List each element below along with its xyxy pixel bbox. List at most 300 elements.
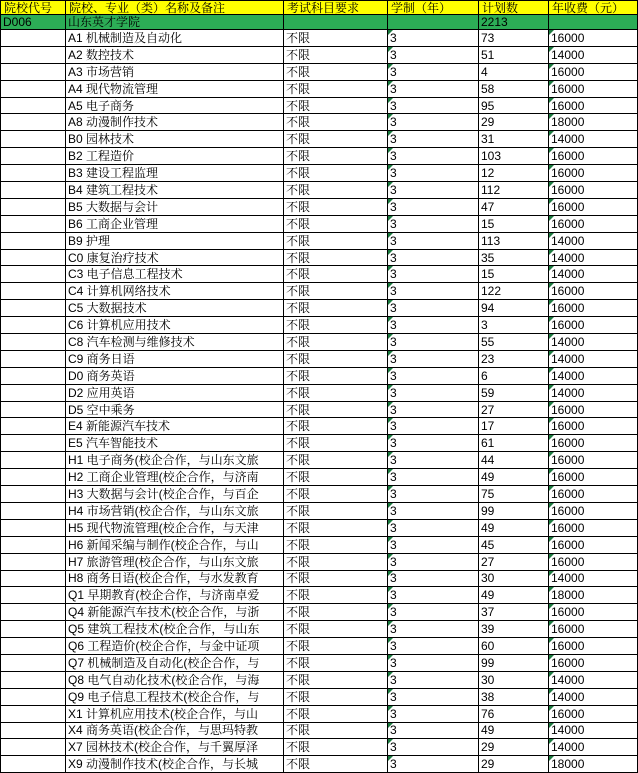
cell-fee[interactable]: 14000 [549,232,638,249]
cell-major-name[interactable]: C9 商务日语 [66,350,284,367]
green-triangle-icon [549,233,554,238]
cell-plan-count[interactable]: 55 [479,334,549,351]
cell-years[interactable]: 3 [388,486,479,503]
cell-exam-req[interactable]: 不限 [284,300,388,317]
cell-years[interactable]: 3 [388,63,479,80]
cell-college-code[interactable] [1,739,66,756]
cell-years[interactable]: 3 [388,739,479,756]
cell-plan-count[interactable]: 29 [479,739,549,756]
cell-major-name[interactable]: Q7 机械制造及自动化(校企合作，与 [66,654,284,671]
cell-college-code[interactable] [1,705,66,722]
cell-plan-count[interactable]: 45 [479,536,549,553]
cell-major-name[interactable]: A1 机械制造及自动化 [66,30,284,47]
cell-fee[interactable]: 14000 [549,367,638,384]
cell-plan-count[interactable]: 30 [479,570,549,587]
cell-years[interactable]: 3 [388,654,479,671]
cell-exam-req[interactable]: 不限 [284,350,388,367]
cell-major-name[interactable]: C4 计算机网络技术 [66,283,284,300]
cell-college-code[interactable] [1,688,66,705]
cell-fee[interactable]: 18000 [549,114,638,131]
column-header-req[interactable]: 考试科目要求 [284,1,388,15]
cell-college-code[interactable] [1,215,66,232]
cell-exam-req[interactable]: 不限 [284,435,388,452]
cell-major-name[interactable]: B6 工商企业管理 [66,215,284,232]
cell-plan-count[interactable]: 29 [479,114,549,131]
cell-college-code[interactable] [1,756,66,773]
cell-fee[interactable]: 14000 [549,384,638,401]
cell-major-name[interactable]: A3 市场营销 [66,63,284,80]
cell-major-name[interactable]: D2 应用英语 [66,384,284,401]
cell-plan-count[interactable]: 73 [479,30,549,47]
cell-fee[interactable]: 16000 [549,621,638,638]
green-triangle-icon [549,64,554,69]
green-triangle-icon [388,216,393,221]
cell-years[interactable]: 3 [388,587,479,604]
cell-fee[interactable]: 16000 [549,604,638,621]
table-row [1,165,638,182]
cell-college-code[interactable] [1,249,66,266]
cell-fee[interactable] [549,15,638,30]
table-row [1,317,638,334]
cell-plan-count[interactable]: 99 [479,502,549,519]
green-triangle-icon [549,756,554,761]
cell-fee[interactable]: 16000 [549,30,638,47]
table-row [1,722,638,739]
cell-college-code[interactable] [1,334,66,351]
green-triangle-icon [388,604,393,609]
column-header-name[interactable]: 院校、专业（类）名称及备注 [66,1,284,15]
cell-exam-req[interactable]: 不限 [284,722,388,739]
cell-plan-count[interactable]: 12 [479,165,549,182]
cell-fee[interactable]: 16000 [549,553,638,570]
cell-fee[interactable]: 14000 [549,722,638,739]
cell-major-name[interactable]: E5 汽车智能技术 [66,435,284,452]
cell-plan-count[interactable]: 49 [479,722,549,739]
cell-exam-req[interactable]: 不限 [284,654,388,671]
cell-plan-count[interactable]: 113 [479,232,549,249]
cell-plan-count[interactable]: 60 [479,638,549,655]
cell-exam-req[interactable]: 不限 [284,46,388,63]
cell-college-code[interactable]: D006 [1,15,66,30]
cell-plan-count[interactable]: 39 [479,621,549,638]
cell-years[interactable]: 3 [388,671,479,688]
cell-years[interactable]: 3 [388,401,479,418]
cell-fee[interactable]: 14000 [549,688,638,705]
cell-years[interactable]: 3 [388,756,479,773]
cell-plan-count[interactable]: 27 [479,553,549,570]
cell-college-code[interactable] [1,63,66,80]
cell-major-name[interactable]: Q9 电子信息工程技术(校企合作，与 [66,688,284,705]
cell-college-code[interactable] [1,300,66,317]
cell-college-code[interactable] [1,570,66,587]
cell-exam-req[interactable]: 不限 [284,334,388,351]
cell-major-name[interactable]: B3 建设工程监理 [66,165,284,182]
cell-exam-req[interactable]: 不限 [284,198,388,215]
cell-years[interactable]: 3 [388,80,479,97]
cell-fee[interactable]: 16000 [549,469,638,486]
cell-years[interactable]: 3 [388,334,479,351]
cell-college-code[interactable] [1,384,66,401]
cell-college-code[interactable] [1,198,66,215]
cell-fee[interactable]: 14000 [549,739,638,756]
cell-years[interactable]: 3 [388,30,479,47]
cell-years[interactable]: 3 [388,317,479,334]
cell-fee[interactable]: 14000 [549,46,638,63]
cell-exam-req[interactable]: 不限 [284,317,388,334]
cell-college-code[interactable] [1,232,66,249]
cell-years[interactable]: 3 [388,604,479,621]
cell-college-code[interactable] [1,46,66,63]
cell-years[interactable]: 3 [388,469,479,486]
cell-years[interactable]: 3 [388,300,479,317]
cell-major-name[interactable]: X4 商务英语(校企合作，与思玛特教 [66,722,284,739]
cell-fee[interactable]: 16000 [549,486,638,503]
cell-years[interactable]: 3 [388,215,479,232]
cell-exam-req[interactable]: 不限 [284,486,388,503]
cell-years[interactable]: 3 [388,131,479,148]
cell-major-name[interactable]: D5 空中乘务 [66,401,284,418]
cell-major-name[interactable]: Q1 早期教育(校企合作，与济南卓爱 [66,587,284,604]
cell-major-name[interactable]: A5 电子商务 [66,97,284,114]
cell-plan-count[interactable]: 44 [479,452,549,469]
cell-years[interactable]: 3 [388,46,479,63]
cell-years[interactable]: 3 [388,182,479,199]
cell-plan-count[interactable]: 31 [479,131,549,148]
cell-plan-count[interactable]: 58 [479,80,549,97]
cell-fee[interactable]: 14000 [549,249,638,266]
cell-years[interactable]: 3 [388,435,479,452]
cell-fee[interactable]: 16000 [549,165,638,182]
cell-major-name[interactable]: B4 建筑工程技术 [66,182,284,199]
cell-major-name[interactable]: 山东英才学院 [66,15,284,30]
cell-exam-req[interactable]: 不限 [284,688,388,705]
cell-years[interactable]: 3 [388,553,479,570]
cell-plan-count[interactable]: 75 [479,486,549,503]
cell-college-code[interactable] [1,722,66,739]
cell-college-code[interactable] [1,638,66,655]
cell-exam-req[interactable]: 不限 [284,519,388,536]
cell-years[interactable]: 3 [388,198,479,215]
cell-exam-req[interactable]: 不限 [284,621,388,638]
cell-plan-count[interactable]: 103 [479,148,549,165]
cell-college-code[interactable] [1,435,66,452]
cell-major-name[interactable]: H2 工商企业管理(校企合作，与济南 [66,469,284,486]
cell-years[interactable]: 3 [388,165,479,182]
cell-major-name[interactable]: H3 大数据与会计(校企合作，与百企 [66,486,284,503]
cell-fee[interactable]: 16000 [549,654,638,671]
cell-college-code[interactable] [1,114,66,131]
cell-plan-count[interactable]: 49 [479,469,549,486]
cell-fee[interactable]: 16000 [549,317,638,334]
cell-years[interactable]: 3 [388,350,479,367]
cell-years[interactable]: 3 [388,249,479,266]
cell-major-name[interactable]: Q8 电气自动化技术(校企合作，与海 [66,671,284,688]
cell-fee[interactable]: 16000 [549,536,638,553]
cell-years[interactable]: 3 [388,638,479,655]
cell-exam-req[interactable] [284,15,388,30]
cell-plan-count[interactable]: 99 [479,654,549,671]
cell-plan-count[interactable]: 47 [479,198,549,215]
cell-college-code[interactable] [1,469,66,486]
cell-fee[interactable]: 16000 [549,148,638,165]
cell-fee[interactable]: 18000 [549,756,638,773]
cell-plan-count[interactable]: 29 [479,756,549,773]
cell-major-name[interactable]: C0 康复治疗技术 [66,249,284,266]
cell-college-code[interactable] [1,97,66,114]
cell-years[interactable]: 3 [388,688,479,705]
cell-major-name[interactable]: E4 新能源汽车技术 [66,418,284,435]
cell-fee[interactable]: 18000 [549,587,638,604]
cell-fee[interactable]: 14000 [549,350,638,367]
cell-exam-req[interactable]: 不限 [284,604,388,621]
cell-fee[interactable]: 16000 [549,638,638,655]
cell-exam-req[interactable]: 不限 [284,502,388,519]
cell-college-code[interactable] [1,654,66,671]
table-row [1,46,638,63]
cell-exam-req[interactable]: 不限 [284,418,388,435]
green-triangle-icon [388,233,393,238]
cell-fee[interactable]: 16000 [549,283,638,300]
cell-years[interactable]: 3 [388,418,479,435]
green-triangle-icon [549,587,554,592]
cell-plan-count[interactable]: 59 [479,384,549,401]
cell-major-name[interactable]: X9 动漫制作技术(校企合作，与长城 [66,756,284,773]
cell-major-name[interactable]: H8 商务日语(校企合作，与水发教育 [66,570,284,587]
cell-college-code[interactable] [1,536,66,553]
cell-college-code[interactable] [1,401,66,418]
cell-exam-req[interactable]: 不限 [284,148,388,165]
cell-college-code[interactable] [1,182,66,199]
cell-college-code[interactable] [1,621,66,638]
cell-college-code[interactable] [1,587,66,604]
cell-fee[interactable]: 16000 [549,452,638,469]
cell-major-name[interactable]: C6 计算机应用技术 [66,317,284,334]
cell-plan-count[interactable]: 49 [479,587,549,604]
cell-major-name[interactable]: H1 电子商务(校企合作，与山东文旅 [66,452,284,469]
green-triangle-icon [388,621,393,626]
cell-fee[interactable]: 14000 [549,131,638,148]
table-row [1,654,638,671]
cell-plan-count[interactable]: 49 [479,519,549,536]
cell-college-code[interactable] [1,671,66,688]
cell-plan-count[interactable]: 4 [479,63,549,80]
cell-exam-req[interactable]: 不限 [284,131,388,148]
cell-exam-req[interactable]: 不限 [284,232,388,249]
green-triangle-icon [388,114,393,119]
cell-exam-req[interactable]: 不限 [284,401,388,418]
cell-exam-req[interactable]: 不限 [284,587,388,604]
cell-exam-req[interactable]: 不限 [284,182,388,199]
green-triangle-icon [549,435,554,440]
cell-exam-req[interactable]: 不限 [284,63,388,80]
table-row [1,739,638,756]
cell-fee[interactable]: 16000 [549,435,638,452]
cell-major-name[interactable]: B9 护理 [66,232,284,249]
green-triangle-icon [549,638,554,643]
cell-plan-count[interactable]: 61 [479,435,549,452]
cell-college-code[interactable] [1,165,66,182]
cell-major-name[interactable]: H5 现代物流管理(校企合作，与天津 [66,519,284,536]
cell-plan-count[interactable]: 112 [479,182,549,199]
cell-years[interactable]: 3 [388,114,479,131]
cell-college-code[interactable] [1,604,66,621]
cell-plan-count[interactable]: 51 [479,46,549,63]
cell-exam-req[interactable]: 不限 [284,469,388,486]
cell-major-name[interactable]: A4 现代物流管理 [66,80,284,97]
cell-major-name[interactable]: H6 新闻采编与制作(校企合作，与山 [66,536,284,553]
cell-plan-count[interactable]: 35 [479,249,549,266]
cell-college-code[interactable] [1,350,66,367]
cell-fee[interactable]: 16000 [549,300,638,317]
cell-major-name[interactable]: B5 大数据与会计 [66,198,284,215]
table-row [1,604,638,621]
cell-college-code[interactable] [1,266,66,283]
cell-plan-count[interactable]: 122 [479,283,549,300]
cell-exam-req[interactable]: 不限 [284,536,388,553]
cell-years[interactable]: 3 [388,232,479,249]
cell-exam-req[interactable]: 不限 [284,283,388,300]
cell-exam-req[interactable]: 不限 [284,671,388,688]
cell-college-code[interactable] [1,30,66,47]
cell-major-name[interactable]: Q4 新能源汽车技术(校企合作，与浙 [66,604,284,621]
cell-major-name[interactable]: C8 汽车检测与维修技术 [66,334,284,351]
cell-major-name[interactable]: B2 工程造价 [66,148,284,165]
cell-plan-count[interactable]: 15 [479,266,549,283]
cell-plan-count[interactable]: 15 [479,215,549,232]
cell-exam-req[interactable]: 不限 [284,553,388,570]
column-header-fee[interactable]: 年收费（元） [549,1,638,15]
cell-years[interactable]: 3 [388,148,479,165]
cell-plan-count[interactable]: 17 [479,418,549,435]
cell-college-code[interactable] [1,553,66,570]
cell-fee[interactable]: 14000 [549,570,638,587]
cell-years[interactable]: 3 [388,502,479,519]
cell-major-name[interactable]: D0 商务英语 [66,367,284,384]
cell-exam-req[interactable]: 不限 [284,165,388,182]
cell-major-name[interactable]: Q6 工程造价(校企合作，与金中证项 [66,638,284,655]
cell-exam-req[interactable]: 不限 [284,249,388,266]
cell-college-code[interactable] [1,519,66,536]
cell-college-code[interactable] [1,418,66,435]
cell-college-code[interactable] [1,283,66,300]
cell-years[interactable]: 3 [388,570,479,587]
cell-major-name[interactable]: Q5 建筑工程技术(校企合作，与山东 [66,621,284,638]
cell-years[interactable] [388,15,479,30]
cell-major-name[interactable]: A2 数控技术 [66,46,284,63]
cell-fee[interactable]: 14000 [549,266,638,283]
green-triangle-icon [388,503,393,508]
cell-plan-count[interactable]: 6 [479,367,549,384]
cell-fee[interactable]: 14000 [549,334,638,351]
cell-years[interactable]: 3 [388,536,479,553]
cell-fee[interactable]: 14000 [549,671,638,688]
cell-fee[interactable]: 16000 [549,63,638,80]
cell-fee[interactable]: 16000 [549,519,638,536]
cell-college-code[interactable] [1,148,66,165]
cell-exam-req[interactable]: 不限 [284,452,388,469]
cell-years[interactable]: 3 [388,621,479,638]
cell-plan-count[interactable]: 76 [479,705,549,722]
cell-exam-req[interactable]: 不限 [284,638,388,655]
cell-plan-count[interactable]: 3 [479,317,549,334]
cell-exam-req[interactable]: 不限 [284,384,388,401]
cell-years[interactable]: 3 [388,452,479,469]
cell-major-name[interactable]: H4 市场营销(校企合作，与山东文旅 [66,502,284,519]
cell-years[interactable]: 3 [388,97,479,114]
cell-years[interactable]: 3 [388,283,479,300]
cell-college-code[interactable] [1,80,66,97]
cell-plan-count[interactable]: 30 [479,671,549,688]
cell-fee[interactable]: 16000 [549,215,638,232]
column-header-code[interactable]: 院校代号 [1,1,66,15]
cell-college-code[interactable] [1,502,66,519]
cell-exam-req[interactable]: 不限 [284,756,388,773]
cell-plan-count[interactable]: 95 [479,97,549,114]
cell-plan-count[interactable]: 94 [479,300,549,317]
cell-exam-req[interactable]: 不限 [284,30,388,47]
cell-years[interactable]: 3 [388,519,479,536]
column-header-plan[interactable]: 计划数 [479,1,549,15]
cell-fee[interactable]: 16000 [549,418,638,435]
cell-college-code[interactable] [1,486,66,503]
cell-exam-req[interactable]: 不限 [284,97,388,114]
cell-exam-req[interactable]: 不限 [284,114,388,131]
cell-exam-req[interactable]: 不限 [284,739,388,756]
cell-major-name[interactable]: B0 园林技术 [66,131,284,148]
cell-fee[interactable]: 16000 [549,705,638,722]
cell-major-name[interactable]: X1 计算机应用技术(校企合作，与山 [66,705,284,722]
cell-plan-count[interactable]: 23 [479,350,549,367]
cell-exam-req[interactable]: 不限 [284,705,388,722]
cell-years[interactable]: 3 [388,367,479,384]
cell-fee[interactable]: 16000 [549,80,638,97]
cell-exam-req[interactable]: 不限 [284,367,388,384]
green-triangle-icon [549,706,554,711]
cell-exam-req[interactable]: 不限 [284,80,388,97]
cell-major-name[interactable]: A8 动漫制作技术 [66,114,284,131]
cell-years[interactable]: 3 [388,722,479,739]
green-triangle-icon [388,520,393,525]
cell-college-code[interactable] [1,131,66,148]
cell-fee[interactable]: 16000 [549,182,638,199]
cell-fee[interactable]: 16000 [549,401,638,418]
cell-exam-req[interactable]: 不限 [284,215,388,232]
cell-college-code[interactable] [1,452,66,469]
cell-college-code[interactable] [1,317,66,334]
cell-plan-count[interactable]: 37 [479,604,549,621]
cell-major-name[interactable]: H7 旅游管理(校企合作，与山东文旅 [66,553,284,570]
cell-exam-req[interactable]: 不限 [284,570,388,587]
cell-fee[interactable]: 16000 [549,502,638,519]
cell-plan-count[interactable]: 2213 [479,15,549,30]
cell-fee[interactable]: 16000 [549,97,638,114]
green-triangle-icon [549,266,554,271]
cell-fee[interactable]: 16000 [549,198,638,215]
cell-plan-count[interactable]: 27 [479,401,549,418]
cell-college-code[interactable] [1,367,66,384]
table-row [1,536,638,553]
column-header-years[interactable]: 学制（年） [388,1,479,15]
cell-years[interactable]: 3 [388,384,479,401]
table-row [1,519,638,536]
cell-major-name[interactable]: X7 园林技术(校企合作，与千翼厚泽 [66,739,284,756]
cell-years[interactable]: 3 [388,705,479,722]
cell-exam-req[interactable]: 不限 [284,266,388,283]
cell-major-name[interactable]: C5 大数据技术 [66,300,284,317]
cell-years[interactable]: 3 [388,266,479,283]
cell-plan-count[interactable]: 38 [479,688,549,705]
cell-major-name[interactable]: C3 电子信息工程技术 [66,266,284,283]
